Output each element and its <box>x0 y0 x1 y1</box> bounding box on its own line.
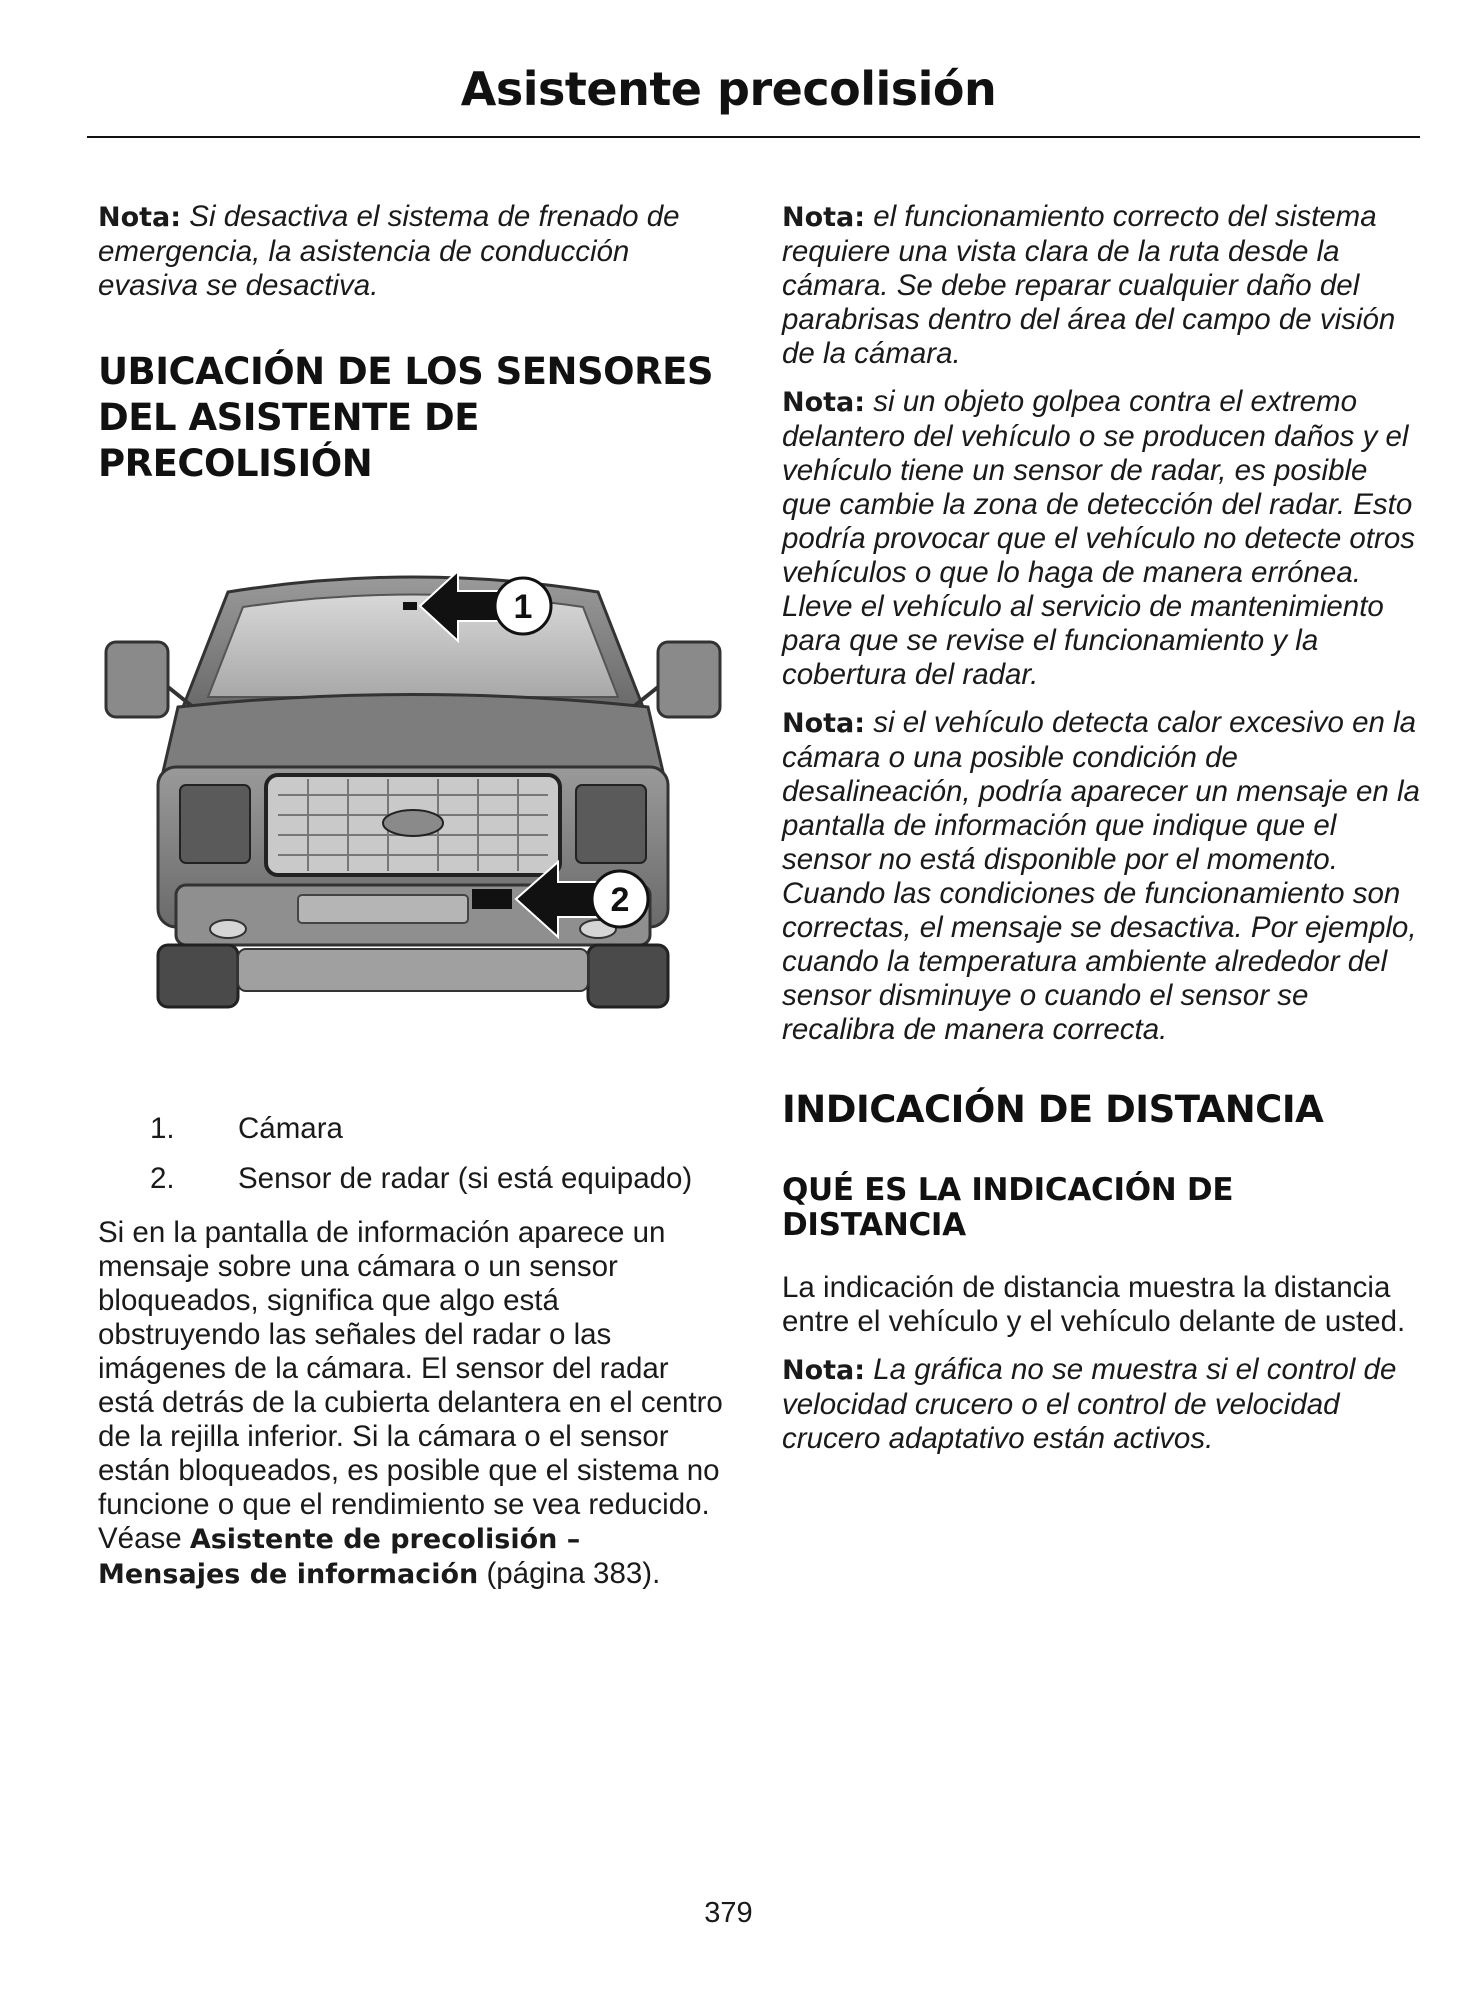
note-label: Nota: <box>98 202 182 233</box>
page-title: Asistente precolisión <box>460 62 997 116</box>
legend-text: Cámara <box>238 1112 343 1145</box>
lower-grille <box>298 895 468 923</box>
legend-text: Sensor de radar (si está equipado) <box>238 1162 693 1195</box>
radar-marker <box>472 889 512 909</box>
right-column <box>782 200 1422 1456</box>
page-reference: (página 383). <box>478 1557 661 1590</box>
legend-number: 2. <box>150 1162 175 1195</box>
vehicle-sensor-figure <box>98 557 728 1017</box>
callout-1-label: 1 <box>513 588 533 626</box>
left-tire <box>158 945 238 1007</box>
note-label: Nota: <box>782 1355 866 1386</box>
note-label: Nota: <box>782 387 866 418</box>
figure-legend <box>98 1112 728 1196</box>
body-blocked-sensor <box>98 1216 728 1592</box>
section-heading-sensor-location: UBICACIÓN DE LOS SENSORES DEL ASISTENTE DE PRECOLISIÓN <box>98 350 714 485</box>
note-label: Nota: <box>782 202 866 233</box>
note-text: Si desactiva el sistema de frenado de emergencia, la asistencia de conducción evasiva se desactiva. <box>98 200 680 302</box>
note-text: si el vehículo detecta calor excesivo en la cámara o una posible condición de desalineación, podría aparecer un mensaje en la pantalla de información que indique que el sensor no está disponible por el momento. Cuando las condiciones de funcionamiento son correctas, el mensaje se desactiva. Por ejemplo, cuando la temperatura ambiente alrededor del sensor disminuye o cuando el sensor se recalibra de manera correcta. <box>782 706 1420 1046</box>
note-text: La gráfica no se muestra si el control de velocidad crucero o el control de velocidad crucero adaptativo están activos. <box>782 1353 1397 1455</box>
note-emergency-braking <box>98 200 728 303</box>
left-headlight <box>180 785 250 863</box>
right-tire <box>588 945 668 1007</box>
brand-emblem <box>383 810 443 836</box>
legend-item <box>98 1162 728 1196</box>
left-column <box>98 200 728 1592</box>
note-cruise-control <box>782 1353 1422 1456</box>
note-camera-view <box>782 200 1422 371</box>
legend-number: 1. <box>150 1112 175 1145</box>
note-radar-damage <box>782 385 1422 692</box>
note-text: si un objeto golpea contra el extremo delantero del vehículo o se producen daños y el vehículo tiene un sensor de radar, es posible que cambie la zona de detección del radar. Esto podría provocar que el vehículo no detecte otros vehículos o que lo haga de manera errónea. Lleve el vehículo al servicio de mantenimiento para que se revise el funcionamiento y la cobertura del radar. <box>782 385 1416 691</box>
section-heading-distance-indication: INDICACIÓN DE DISTANCIA <box>782 1088 1324 1131</box>
note-text: el funcionamiento correcto del sistema requiere una vista clara de la ruta desde la cámara. Se debe reparar cualquier daño del parabrisas dentro del área del campo de visión de la cámara. <box>782 200 1396 370</box>
hood <box>163 695 663 773</box>
body-text: Si en la pantalla de información aparece un mensaje sobre una cámara o un sensor bloqueados, significa que algo está obstruyendo las señales del radar o las imágenes de la cámara. El sensor del radar está detrás de la cubierta delantera en el centro de la rejilla inferior. Si la cámara o el sensor están bloqueados, es posible que el sistema no funcione o que el rendimiento se vea reducido. Véase <box>98 1216 723 1555</box>
callout-2-label: 2 <box>610 881 630 919</box>
right-mirror <box>658 642 720 717</box>
right-headlight <box>576 785 646 863</box>
page-number: 379 <box>704 1897 753 1929</box>
cross-reference-link[interactable]: Asistente de precolisión – Mensajes de información <box>98 1524 581 1590</box>
legend-item <box>98 1112 728 1146</box>
note-heat-misalignment <box>782 706 1422 1047</box>
subheading-what-is-distance-indication: QUÉ ES LA INDICACIÓN DE DISTANCIA <box>782 1172 1234 1243</box>
note-label: Nota: <box>782 708 866 739</box>
truck-front-illustration <box>98 557 728 1017</box>
body-distance-indication: La indicación de distancia muestra la distancia entre el vehículo y el vehículo delante de usted. <box>782 1271 1406 1338</box>
left-mirror <box>106 642 168 717</box>
camera-marker <box>403 602 417 610</box>
header-divider <box>87 136 1420 138</box>
